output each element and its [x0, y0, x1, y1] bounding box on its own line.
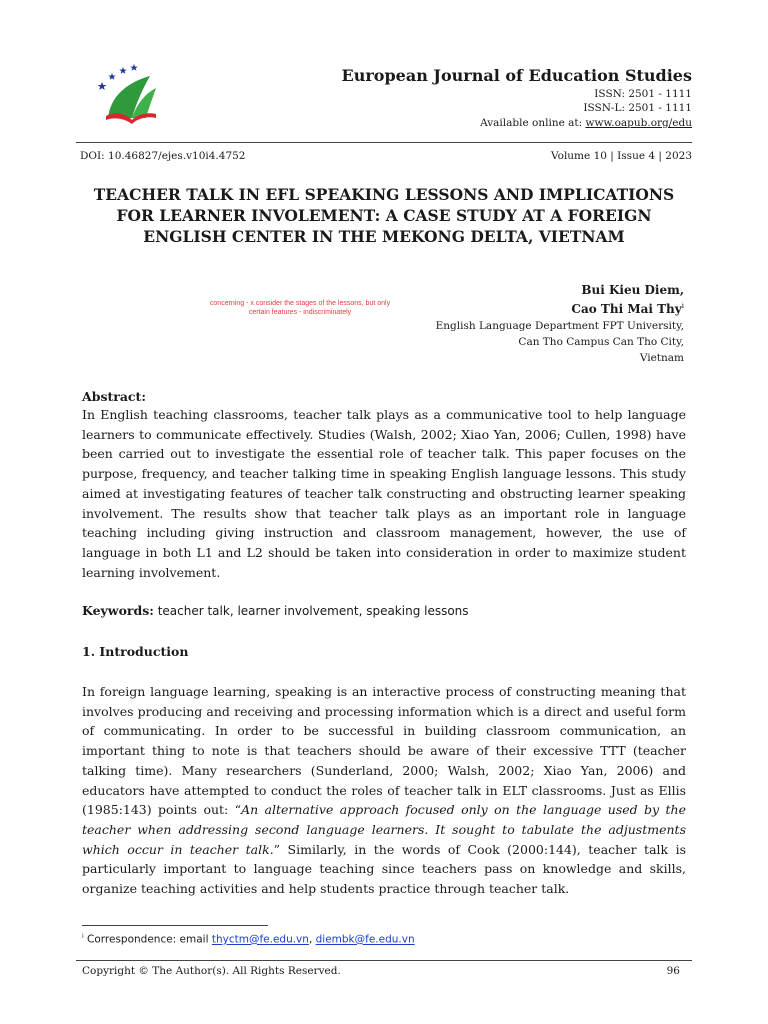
introduction-text: In foreign language learning, speaking is an interactive process of constructing meaning that involves producing and receiving and processing information which is a direct and useful form of communicating. In order to be successful in building classroom communication, an important thing to note is that teachers should be aware of their excessive TTT (teacher talking time). Many researchers (Sunderland, 2000; Walsh, 2002; Xiao Yan, 2006) and educators have attempted to conduct the roles of teacher talk in ELT classrooms. Just as Ellis (1985:143) points out: “: [82, 684, 686, 818]
introduction-quote: An alternative approach focused only on the language used by the teacher when addressing second language learners. It sought to tabulate the adjustments which occur in teacher talk: [82, 802, 686, 857]
footnote-divider: [82, 925, 268, 926]
affiliation-line: Can Tho Campus Can Tho City,: [518, 336, 684, 348]
introduction-body: [82, 682, 686, 899]
paper-title: [80, 185, 688, 248]
journal-logo-book-icon: [92, 60, 160, 124]
keywords-label: Keywords:: [82, 603, 154, 618]
footnote-marker: i: [681, 302, 684, 310]
footer-divider: [76, 960, 692, 961]
keywords: [82, 603, 469, 618]
annotation-line: concerning - x consider the stages of the lessons, but only: [209, 300, 391, 307]
header-divider: [76, 142, 692, 143]
handwritten-annotation: [190, 299, 410, 318]
author-name: [571, 302, 684, 316]
abstract-heading: Abstract:: [82, 389, 146, 404]
introduction-text-cont: .” Similarly, in the words of Cook (2000:144), teacher talk is particularly important to language teaching since teachers pass on knowledge and skills, organize teaching activities and help students practice through teacher talk.: [82, 841, 687, 897]
volume-issue: Volume 10 | Issue 4 | 2023: [551, 150, 692, 162]
section-heading-introduction: 1. Introduction: [82, 644, 189, 659]
paper-title-line: ENGLISH CENTER IN THE MEKONG DELTA, VIETNAM: [143, 226, 625, 246]
issn-l: ISSN-L: 2501 - 1111: [583, 102, 692, 114]
email-link-thyctm[interactable]: thyctm@fe.edu.vn: [211, 933, 309, 946]
available-online: [480, 117, 692, 129]
page-number: 96: [666, 965, 680, 977]
doi: DOI: 10.46827/ejes.v10i4.4752: [80, 150, 246, 162]
affiliation-line: Vietnam: [639, 352, 684, 364]
journal-title: European Journal of Education Studies: [341, 66, 692, 85]
copyright: Copyright © The Author(s). All Rights Reserved.: [82, 965, 341, 977]
footnote: [82, 933, 415, 946]
issn: ISSN: 2501 - 1111: [594, 88, 692, 100]
footnote-marker: i: [82, 933, 84, 940]
keywords-text: teacher talk, learner involvement, speaking lessons: [153, 604, 469, 618]
author-name: Bui Kieu Diem,: [581, 283, 684, 297]
paper-title-line: FOR LEARNER INVOLEMENT: A CASE STUDY AT A FOREIGN: [116, 205, 652, 225]
journal-url-link[interactable]: www.oapub.org/edu: [585, 117, 692, 129]
footnote-separator: ,: [308, 933, 316, 946]
footnote-label: Correspondence: email: [83, 933, 212, 946]
annotation-line: certain features - indiscriminately: [248, 309, 352, 317]
author-name-text: Cao Thi Mai Thy: [571, 302, 682, 316]
paper-title-line: TEACHER TALK IN EFL SPEAKING LESSONS AND IMPLICATIONS: [93, 185, 675, 204]
available-online-label: Available online at:: [480, 117, 586, 129]
email-link-diembk[interactable]: diembk@fe.edu.vn: [315, 933, 415, 946]
affiliation-line: English Language Department FPT University,: [435, 320, 684, 332]
abstract-body: In English teaching classrooms, teacher talk plays as a communicative tool to help language learners to communicate effectively. Studies (Walsh, 2002; Xiao Yan, 2006; Cullen, 1998) have been carried out to investigate the essential role of teacher talk. This paper focuses on the purpose, frequency, and teacher talking time in speaking English language lessons. This study aimed at investigating features of teacher talk constructing and obstructing learner speaking involvement. The results show that teacher talk plays as an important role in language teaching including giving instruction and classroom management, however, the use of language in both L1 and L2 should be taken into consideration in order to maximize student learning involvement.: [82, 407, 686, 580]
